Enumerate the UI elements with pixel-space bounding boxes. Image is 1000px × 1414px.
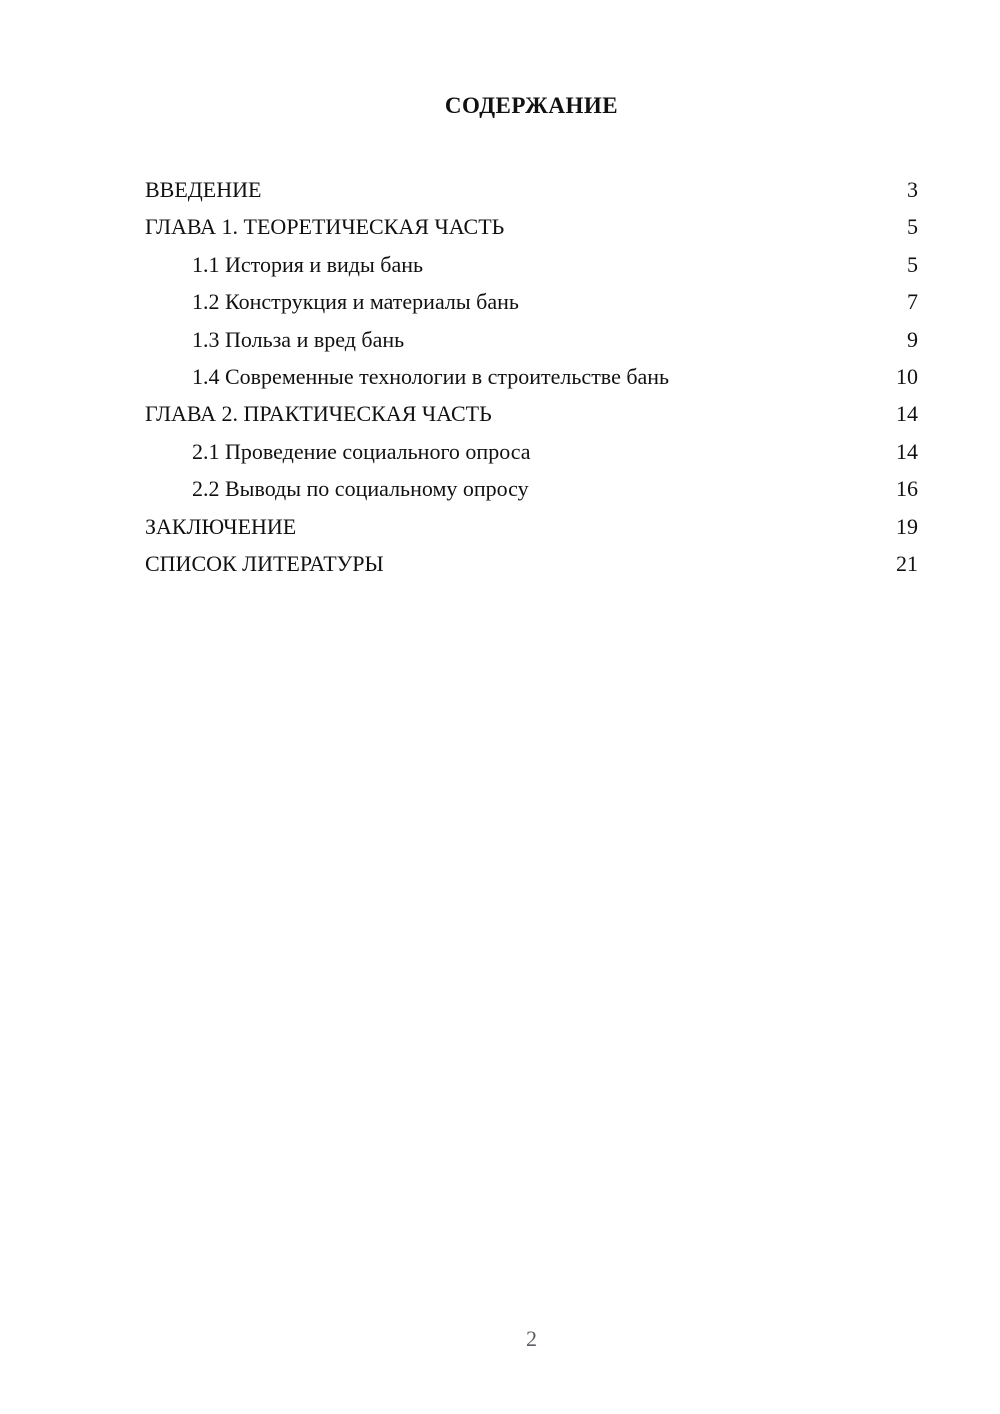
toc-entry-page: 16	[896, 476, 918, 502]
toc-entry-page: 7	[907, 289, 918, 315]
toc-entry-label: 2.1 Проведение социального опроса	[192, 438, 531, 464]
toc-content	[145, 93, 918, 582]
toc-entry	[145, 358, 918, 395]
toc-entry-page: 9	[907, 326, 918, 352]
toc-entry	[145, 470, 918, 507]
toc-entry-label: 1.3 Польза и вред бань	[192, 326, 405, 352]
toc-entry	[145, 508, 918, 545]
page-number: 2	[526, 1326, 537, 1351]
toc-entry-label: СПИСОК ЛИТЕРАТУРЫ	[145, 551, 384, 577]
toc-entry-page: 3	[907, 177, 918, 202]
toc-entry	[145, 545, 918, 582]
toc-entry-page: 21	[896, 551, 918, 577]
toc-entry-label: ГЛАВА 2. ПРАКТИЧЕСКАЯ ЧАСТЬ	[145, 401, 492, 427]
toc-entry-page: 19	[896, 513, 918, 539]
toc-entry-label: ВВЕДЕНИЕ	[145, 177, 262, 202]
toc-entry	[145, 208, 918, 245]
toc-entry-label: 2.2 Выводы по социальному опросу	[192, 476, 529, 502]
toc-entry	[145, 321, 918, 358]
toc-list	[145, 171, 918, 582]
toc-entry-label: ГЛАВА 1. ТЕОРЕТИЧЕСКАЯ ЧАСТЬ	[145, 214, 505, 240]
toc-entry-page: 14	[896, 438, 918, 464]
toc-entry-page: 5	[907, 251, 918, 277]
toc-entry	[145, 433, 918, 470]
toc-entry-label: 1.2 Конструкция и материалы бань	[192, 289, 519, 315]
toc-entry-page: 14	[896, 401, 918, 427]
toc-title: СОДЕРЖАНИЕ	[444, 93, 619, 118]
toc-entry-label: 1.4 Современные технологии в строительстве бань	[192, 364, 670, 390]
toc-entry	[145, 395, 918, 432]
toc-entry-label: 1.1 История и виды бань	[192, 251, 424, 277]
toc-entry-page: 5	[907, 214, 918, 240]
toc-entry-page: 10	[896, 364, 918, 390]
toc-entry	[145, 171, 918, 208]
toc-entry-label: ЗАКЛЮЧЕНИЕ	[145, 513, 297, 539]
toc-entry	[145, 246, 918, 283]
toc-entry	[145, 283, 918, 320]
